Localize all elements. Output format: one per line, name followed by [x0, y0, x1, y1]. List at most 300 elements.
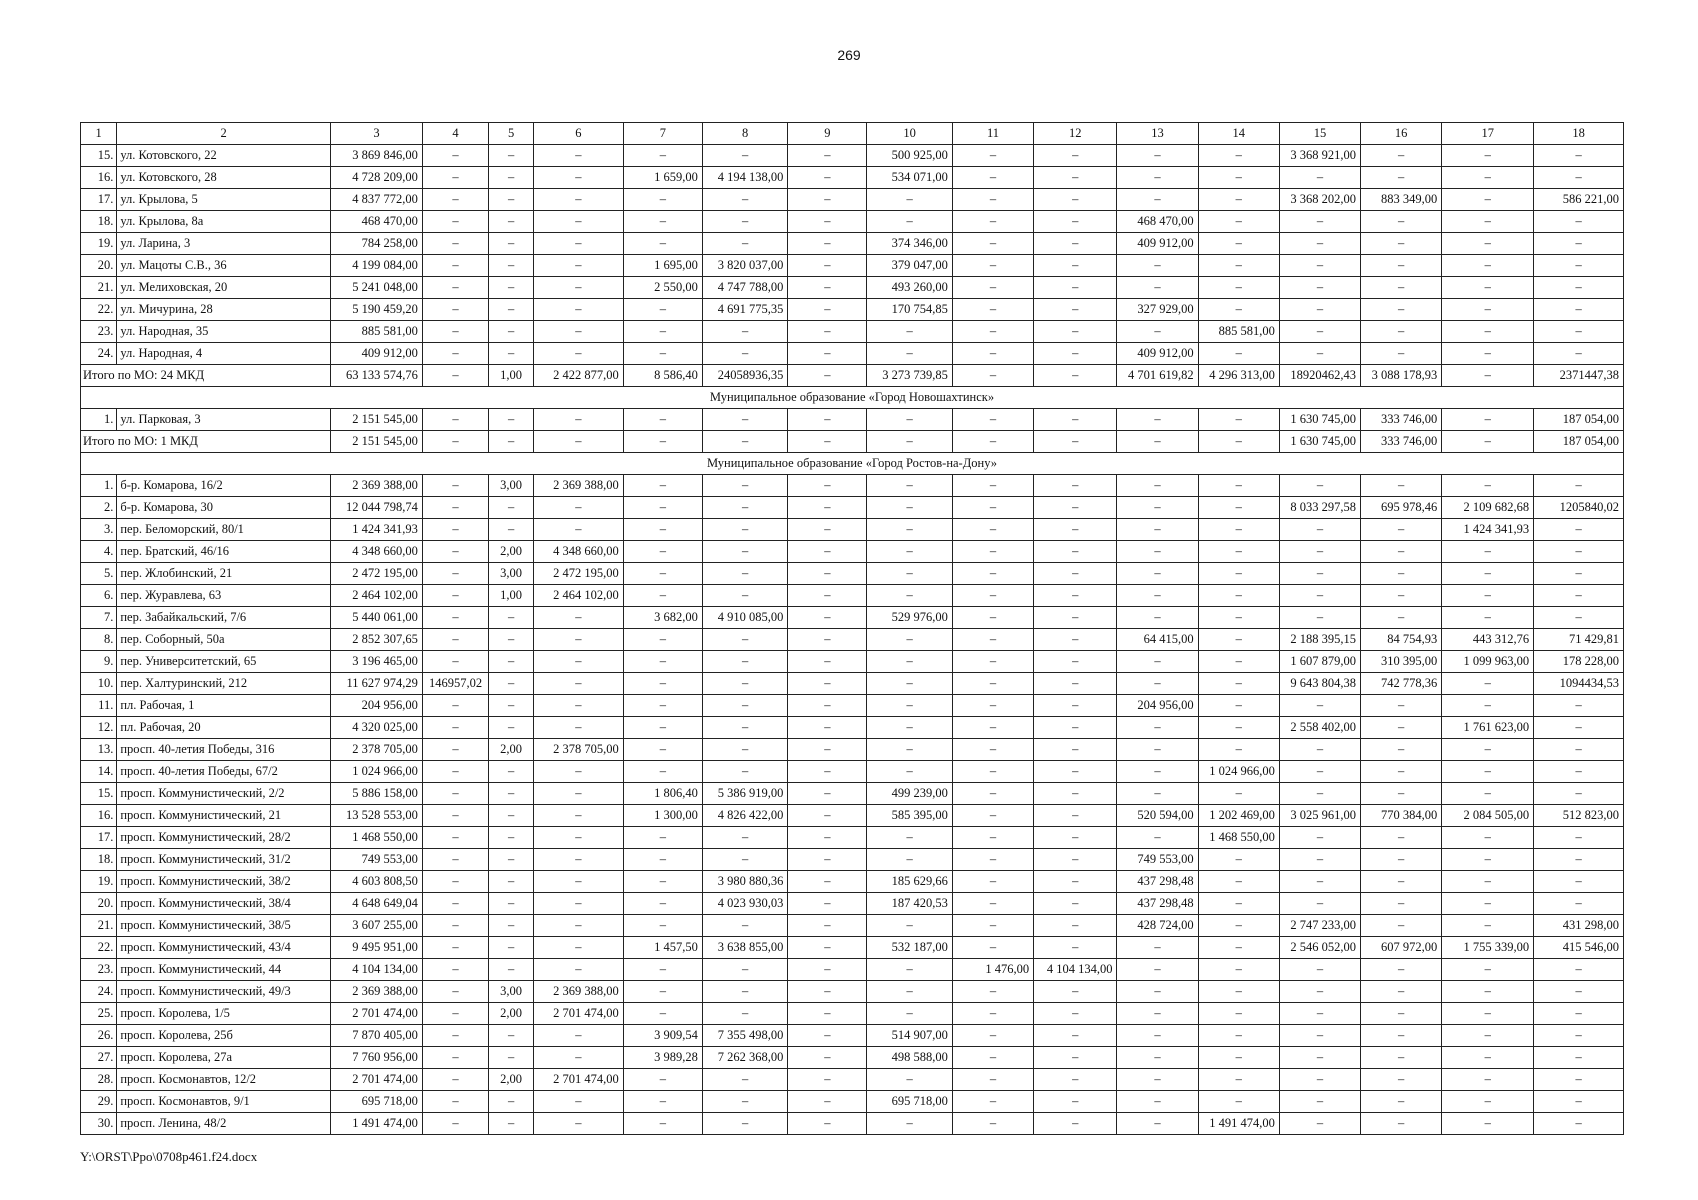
table-cell: –	[952, 233, 1033, 255]
table-cell: –	[702, 1091, 787, 1113]
table-cell: –	[1442, 409, 1534, 431]
table-row	[81, 167, 1624, 189]
table-cell: –	[534, 761, 624, 783]
table-cell: –	[1198, 783, 1279, 805]
table-row	[81, 1069, 1624, 1091]
table-cell: –	[623, 145, 702, 167]
column-number-header: 14	[1198, 123, 1279, 145]
table-cell: –	[1442, 1025, 1534, 1047]
table-cell: –	[1034, 1069, 1117, 1091]
table-cell: –	[489, 497, 534, 519]
table-row	[81, 651, 1624, 673]
table-cell: –	[623, 1069, 702, 1091]
address-cell: пер. Братский, 46/16	[117, 541, 331, 563]
table-cell: –	[1279, 563, 1360, 585]
table-cell: –	[1117, 1003, 1198, 1025]
address-cell: просп. Космонавтов, 9/1	[117, 1091, 331, 1113]
table-cell: –	[788, 255, 867, 277]
table-cell: –	[702, 1069, 787, 1091]
table-cell: –	[867, 475, 952, 497]
table-cell: –	[867, 1113, 952, 1135]
table-cell: 409 912,00	[331, 343, 423, 365]
table-cell: –	[1117, 827, 1198, 849]
table-cell: –	[1279, 1025, 1360, 1047]
table-cell: –	[1534, 1003, 1624, 1025]
table-cell: –	[489, 915, 534, 937]
table-row	[81, 849, 1624, 871]
total-cell: –	[702, 431, 787, 453]
table-cell: 4 648 649,04	[331, 893, 423, 915]
table-cell: –	[623, 211, 702, 233]
table-cell: –	[1442, 1047, 1534, 1069]
total-cell: 18920462,43	[1279, 365, 1360, 387]
table-cell: –	[534, 783, 624, 805]
table-cell: –	[788, 1025, 867, 1047]
table-cell: –	[1034, 519, 1117, 541]
table-cell: –	[489, 827, 534, 849]
table-cell: –	[1117, 717, 1198, 739]
address-cell: просп. Коммунистический, 2/2	[117, 783, 331, 805]
table-cell: –	[489, 607, 534, 629]
table-cell: 1 806,40	[623, 783, 702, 805]
total-cell: 3 088 178,93	[1361, 365, 1442, 387]
table-cell: –	[623, 739, 702, 761]
total-cell: –	[623, 431, 702, 453]
total-cell: –	[952, 431, 1033, 453]
table-cell: 2 151 545,00	[331, 409, 423, 431]
column-number-header: 15	[1279, 123, 1360, 145]
table-cell: –	[867, 409, 952, 431]
table-cell: 4 194 138,00	[702, 167, 787, 189]
table-cell: 2 378 705,00	[534, 739, 624, 761]
table-cell: 4 104 134,00	[1034, 959, 1117, 981]
table-cell: 1 755 339,00	[1442, 937, 1534, 959]
address-cell: пер. Забайкальский, 7/6	[117, 607, 331, 629]
table-cell: –	[702, 475, 787, 497]
row-index-cell: 13.	[81, 739, 117, 761]
table-cell: –	[1442, 167, 1534, 189]
row-index-cell: 24.	[81, 981, 117, 1003]
table-cell: –	[1361, 233, 1442, 255]
table-cell: –	[1117, 981, 1198, 1003]
table-cell: –	[1198, 1047, 1279, 1069]
table-cell: –	[623, 695, 702, 717]
table-cell: –	[1117, 497, 1198, 519]
table-cell: –	[1361, 849, 1442, 871]
table-cell: 4 910 085,00	[702, 607, 787, 629]
table-cell: –	[1117, 519, 1198, 541]
table-cell: –	[1442, 475, 1534, 497]
table-cell: –	[952, 563, 1033, 585]
table-cell: –	[1279, 959, 1360, 981]
table-cell: –	[1198, 409, 1279, 431]
table-cell: 2,00	[489, 739, 534, 761]
table-row	[81, 277, 1624, 299]
table-cell: –	[489, 695, 534, 717]
table-cell: 885 581,00	[1198, 321, 1279, 343]
table-cell: –	[422, 321, 488, 343]
table-cell: –	[422, 519, 488, 541]
table-cell: –	[1279, 541, 1360, 563]
table-cell: –	[1034, 981, 1117, 1003]
table-cell: –	[702, 541, 787, 563]
table-cell: –	[952, 585, 1033, 607]
table-cell: –	[1442, 541, 1534, 563]
table-row	[81, 497, 1624, 519]
table-cell: 1 695,00	[623, 255, 702, 277]
table-row	[81, 1047, 1624, 1069]
table-cell: –	[1361, 343, 1442, 365]
table-cell: –	[1361, 211, 1442, 233]
table-cell: 3 368 921,00	[1279, 145, 1360, 167]
table-cell: –	[1534, 211, 1624, 233]
table-cell: –	[623, 541, 702, 563]
table-cell: –	[623, 563, 702, 585]
table-cell: –	[952, 805, 1033, 827]
table-cell: –	[788, 233, 867, 255]
table-cell: 512 823,00	[1534, 805, 1624, 827]
row-index-cell: 17.	[81, 189, 117, 211]
row-index-cell: 23.	[81, 959, 117, 981]
table-cell: –	[1534, 475, 1624, 497]
table-cell: 2 701 474,00	[331, 1003, 423, 1025]
table-cell: –	[489, 959, 534, 981]
table-cell: –	[1198, 277, 1279, 299]
table-cell: –	[1117, 1025, 1198, 1047]
table-cell: –	[1442, 959, 1534, 981]
table-cell: –	[1361, 1091, 1442, 1113]
table-cell: 493 260,00	[867, 277, 952, 299]
table-cell: 187 054,00	[1534, 409, 1624, 431]
table-cell: –	[1117, 1069, 1198, 1091]
table-cell: –	[1117, 959, 1198, 981]
table-cell: –	[1361, 717, 1442, 739]
table-cell: –	[788, 805, 867, 827]
table-cell: –	[623, 343, 702, 365]
table-cell: 3 980 880,36	[702, 871, 787, 893]
table-cell: –	[1442, 211, 1534, 233]
column-number-header-row	[81, 123, 1624, 145]
table-cell: –	[1198, 343, 1279, 365]
table-cell: –	[1034, 761, 1117, 783]
table-cell: 409 912,00	[1117, 343, 1198, 365]
table-cell: –	[1279, 1113, 1360, 1135]
table-cell: –	[489, 409, 534, 431]
table-cell: –	[1534, 167, 1624, 189]
table-cell: 11 627 974,29	[331, 673, 423, 695]
table-cell: –	[952, 541, 1033, 563]
table-cell: –	[1034, 1091, 1117, 1113]
table-cell: 770 384,00	[1361, 805, 1442, 827]
table-cell: –	[788, 651, 867, 673]
table-row	[81, 343, 1624, 365]
table-row	[81, 563, 1624, 585]
table-cell: –	[623, 475, 702, 497]
table-cell: –	[534, 695, 624, 717]
table-cell: 3 196 465,00	[331, 651, 423, 673]
table-cell: –	[788, 211, 867, 233]
table-cell: 437 298,48	[1117, 871, 1198, 893]
table-cell: –	[534, 937, 624, 959]
table-cell: –	[1034, 893, 1117, 915]
table-cell: –	[1361, 607, 1442, 629]
table-cell: –	[1198, 871, 1279, 893]
table-cell: –	[788, 739, 867, 761]
total-label: Итого по МО: 1 МКД	[81, 431, 331, 453]
table-cell: –	[702, 849, 787, 871]
table-cell: –	[489, 255, 534, 277]
table-cell: –	[489, 651, 534, 673]
table-cell: –	[867, 717, 952, 739]
table-cell: –	[788, 1047, 867, 1069]
table-cell: –	[1279, 277, 1360, 299]
table-cell: –	[1117, 585, 1198, 607]
total-cell: –	[1117, 431, 1198, 453]
column-number-header: 5	[489, 123, 534, 145]
table-cell: –	[952, 783, 1033, 805]
total-cell: 4 296 313,00	[1198, 365, 1279, 387]
address-cell: пл. Рабочая, 1	[117, 695, 331, 717]
table-cell: –	[1534, 959, 1624, 981]
table-cell: –	[1442, 849, 1534, 871]
table-cell: –	[788, 409, 867, 431]
table-cell: –	[623, 673, 702, 695]
table-cell: –	[1361, 893, 1442, 915]
table-cell: –	[1198, 255, 1279, 277]
table-cell: –	[1442, 1069, 1534, 1091]
table-cell: –	[952, 277, 1033, 299]
total-cell: 24058936,35	[702, 365, 787, 387]
table-cell: –	[422, 211, 488, 233]
table-cell: 1 024 966,00	[331, 761, 423, 783]
table-cell: –	[1361, 145, 1442, 167]
table-cell: –	[702, 497, 787, 519]
table-cell: 2 558 402,00	[1279, 717, 1360, 739]
table-cell: 9 643 804,38	[1279, 673, 1360, 695]
table-cell: 2 109 682,68	[1442, 497, 1534, 519]
table-cell: –	[1361, 959, 1442, 981]
table-row	[81, 1025, 1624, 1047]
table-cell: –	[1279, 255, 1360, 277]
table-row	[81, 299, 1624, 321]
address-cell: просп. 40-летия Победы, 316	[117, 739, 331, 761]
table-cell: –	[1534, 1091, 1624, 1113]
table-cell: –	[1442, 1113, 1534, 1135]
table-cell: –	[1442, 827, 1534, 849]
total-cell: –	[788, 431, 867, 453]
table-cell: –	[1034, 651, 1117, 673]
table-cell: 2 472 195,00	[534, 563, 624, 585]
table-cell: –	[489, 277, 534, 299]
table-row	[81, 827, 1624, 849]
table-row	[81, 1113, 1624, 1135]
table-cell: 3,00	[489, 563, 534, 585]
table-cell: 1 024 966,00	[1198, 761, 1279, 783]
table-cell: –	[422, 233, 488, 255]
table-cell: 500 925,00	[867, 145, 952, 167]
table-row	[81, 475, 1624, 497]
table-cell: –	[1279, 519, 1360, 541]
table-cell: –	[489, 761, 534, 783]
row-index-cell: 23.	[81, 321, 117, 343]
table-cell: –	[1034, 1113, 1117, 1135]
table-cell: 2 747 233,00	[1279, 915, 1360, 937]
table-cell: –	[422, 585, 488, 607]
table-cell: –	[1034, 915, 1117, 937]
table-cell: –	[952, 343, 1033, 365]
row-index-cell: 22.	[81, 937, 117, 959]
table-cell: –	[1034, 673, 1117, 695]
table-cell: –	[489, 519, 534, 541]
table-cell: –	[952, 299, 1033, 321]
table-cell: 187 420,53	[867, 893, 952, 915]
table-cell: –	[1034, 805, 1117, 827]
table-cell: –	[422, 1047, 488, 1069]
table-cell: –	[489, 871, 534, 893]
table-cell: –	[534, 519, 624, 541]
table-cell: –	[702, 321, 787, 343]
table-cell: –	[422, 717, 488, 739]
table-cell: –	[952, 717, 1033, 739]
table-row	[81, 409, 1624, 431]
table-row	[81, 321, 1624, 343]
column-number-header: 2	[117, 123, 331, 145]
table-cell: –	[1279, 233, 1360, 255]
table-cell: –	[1117, 607, 1198, 629]
table-cell: –	[867, 1003, 952, 1025]
table-cell: –	[623, 717, 702, 739]
table-cell: –	[702, 233, 787, 255]
table-cell: –	[952, 145, 1033, 167]
table-cell: 409 912,00	[1117, 233, 1198, 255]
table-cell: –	[1442, 255, 1534, 277]
table-cell: –	[1034, 1025, 1117, 1047]
total-cell: –	[422, 365, 488, 387]
row-index-cell: 7.	[81, 607, 117, 629]
table-cell: –	[702, 563, 787, 585]
table-cell: –	[1442, 761, 1534, 783]
table-cell: –	[623, 871, 702, 893]
table-row	[81, 189, 1624, 211]
total-cell: –	[1442, 365, 1534, 387]
table-cell: –	[1034, 189, 1117, 211]
table-cell: 586 221,00	[1534, 189, 1624, 211]
table-cell: 333 746,00	[1361, 409, 1442, 431]
table-cell: –	[702, 695, 787, 717]
total-cell: –	[1034, 431, 1117, 453]
table-cell: –	[1534, 893, 1624, 915]
table-cell: 2 369 388,00	[534, 981, 624, 1003]
table-cell: –	[702, 629, 787, 651]
table-cell: –	[702, 915, 787, 937]
total-cell: –	[489, 431, 534, 453]
table-cell: –	[1534, 277, 1624, 299]
address-cell: пер. Соборный, 50а	[117, 629, 331, 651]
table-cell: –	[489, 937, 534, 959]
total-cell: –	[952, 365, 1033, 387]
table-cell: –	[1198, 937, 1279, 959]
row-index-cell: 27.	[81, 1047, 117, 1069]
table-cell: –	[1117, 937, 1198, 959]
table-cell: –	[1034, 739, 1117, 761]
table-cell: 1 607 879,00	[1279, 651, 1360, 673]
total-cell: –	[1442, 431, 1534, 453]
row-index-cell: 4.	[81, 541, 117, 563]
table-row	[81, 1091, 1624, 1113]
table-cell: –	[422, 915, 488, 937]
table-cell: –	[867, 321, 952, 343]
table-cell: –	[422, 651, 488, 673]
table-cell: –	[1361, 563, 1442, 585]
table-cell: 2 464 102,00	[534, 585, 624, 607]
row-index-cell: 16.	[81, 167, 117, 189]
table-cell: –	[1534, 145, 1624, 167]
total-cell: –	[788, 365, 867, 387]
table-cell: 1 457,50	[623, 937, 702, 959]
row-index-cell: 18.	[81, 849, 117, 871]
table-cell: –	[1361, 277, 1442, 299]
table-cell: –	[1034, 277, 1117, 299]
table-cell: –	[1117, 1091, 1198, 1113]
table-cell: –	[489, 1113, 534, 1135]
table-cell: 3 607 255,00	[331, 915, 423, 937]
table-cell: –	[1534, 1025, 1624, 1047]
table-cell: –	[1534, 871, 1624, 893]
table-cell: –	[489, 343, 534, 365]
address-cell: ул. Крылова, 5	[117, 189, 331, 211]
table-cell: –	[1279, 783, 1360, 805]
table-cell: –	[867, 189, 952, 211]
total-cell: 4 701 619,82	[1117, 365, 1198, 387]
table-cell: –	[952, 1069, 1033, 1091]
table-cell: –	[1034, 717, 1117, 739]
table-cell: –	[1279, 739, 1360, 761]
table-cell: –	[1198, 1091, 1279, 1113]
row-index-cell: 30.	[81, 1113, 117, 1135]
table-cell: –	[1117, 1113, 1198, 1135]
table-cell: –	[489, 893, 534, 915]
table-cell: –	[422, 563, 488, 585]
table-cell: –	[788, 915, 867, 937]
table-cell: –	[867, 827, 952, 849]
table-cell: –	[1279, 849, 1360, 871]
table-cell: –	[422, 607, 488, 629]
table-cell: –	[1361, 519, 1442, 541]
table-cell: –	[422, 1069, 488, 1091]
table-cell: 1094434,53	[1534, 673, 1624, 695]
table-cell: –	[702, 761, 787, 783]
table-cell: –	[422, 277, 488, 299]
table-cell: –	[1279, 475, 1360, 497]
total-cell: –	[867, 431, 952, 453]
table-cell: –	[1117, 673, 1198, 695]
table-cell: –	[788, 849, 867, 871]
table-cell: –	[623, 651, 702, 673]
table-cell: –	[1034, 783, 1117, 805]
table-cell: –	[952, 1003, 1033, 1025]
table-cell: –	[534, 849, 624, 871]
table-cell: –	[1198, 849, 1279, 871]
table-cell: –	[1534, 585, 1624, 607]
municipality-heading: Муниципальное образование «Город Ростов-на-Дону»	[81, 453, 1624, 475]
table-cell: –	[1279, 211, 1360, 233]
address-cell: просп. Коммунистический, 38/4	[117, 893, 331, 915]
table-cell: –	[1534, 233, 1624, 255]
column-number-header: 11	[952, 123, 1033, 145]
table-cell: –	[623, 629, 702, 651]
table-cell: –	[788, 167, 867, 189]
table-cell: –	[1279, 1091, 1360, 1113]
